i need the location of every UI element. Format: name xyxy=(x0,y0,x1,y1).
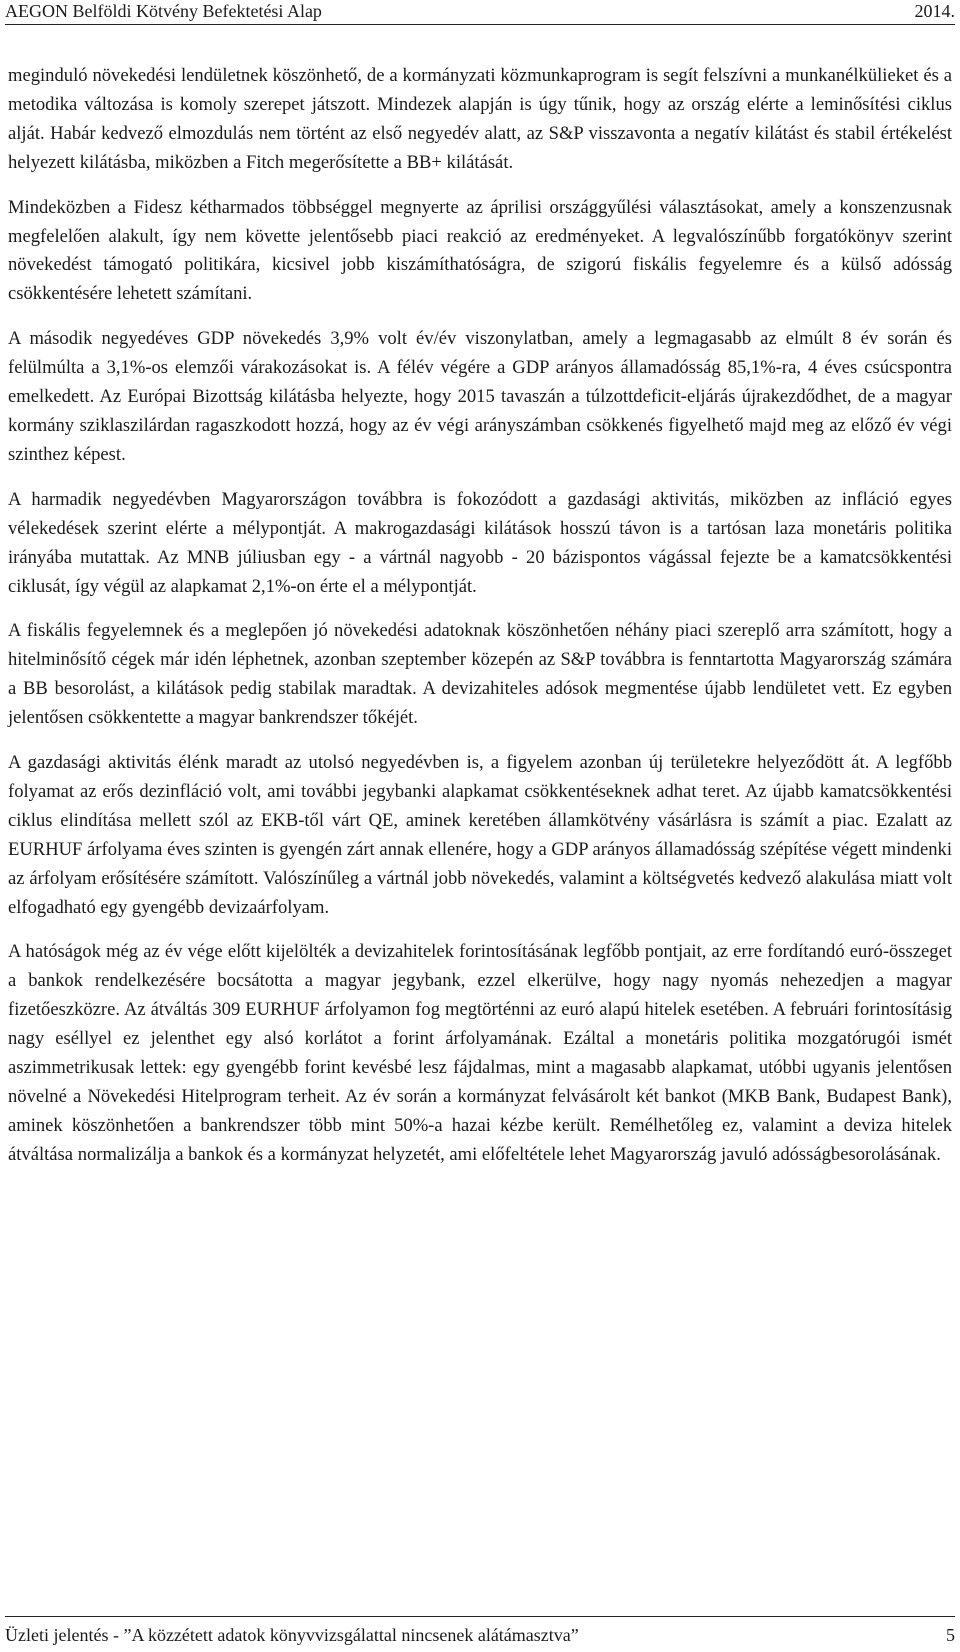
paragraph-5: A fiskális fegyelemnek és a meglepően jó növekedési adatoknak köszönhetően néhány piaci szereplő arra számított, hogy a hitelminősítő cégek már idén léphetnek, azonban szeptember közepén az S&P továbbra is fenntartotta Magyarország számára a BB besorolást, a kilátások pedig stabilak maradtak. A devizahiteles adósok megmentése újabb lendületet vett. Ez egyben jelentősen csökkentette a magyar bankrendszer tőkéjét. xyxy=(8,620,952,729)
document-title: AEGON Belföldi Kötvény Befektetési Alap xyxy=(5,1,322,21)
document-body xyxy=(8,62,952,1186)
paragraph-3: A második negyedéves GDP növekedés 3,9% volt év/év viszonylatban, amely a legmagasabb az elmúlt 8 év során és felülmúlta a 3,1%-os elemzői várakozásokat is. A félév végére a GDP arányos államadósság 85,1%-ra, 4 éves csúcspontra emelkedett. Az Európai Bizottság kilátásba helyezte, hogy 2015 tavaszán a túlzottdeficit-eljárás újrakezdődhet, de a magyar kormány sziklaszilárdan ragaszkodott hozzá, hogy az év végi arányszámban csökkenés figyelhető majd meg az előző év végi szinthez képest. xyxy=(8,328,952,465)
paragraph-1: meginduló növekedési lendületnek köszönhető, de a kormányzati közmunkaprogram is segít felszívni a munkanélkülieket és a metodika változása is komoly szerepet játszott. Mindezek alapján is úgy tűnik, hogy az ország elérte a leminősítési ciklus alját. Habár kedvező elmozdulás nem történt az első negyedév alatt, az S&P visszavonta a negatív kilátást és stabil értékelést helyezett kilátásba, miközben a Fitch megerősítette a BB+ kilátását. xyxy=(8,65,952,173)
paragraph-2: Mindeközben a Fidesz kétharmados többséggel megnyerte az áprilisi országgyűlési választásokat, amely a konszenzusnak megfelelően alakult, így nem követte jelentősebb piaci reakció az eredményeket. A legvalószínűbb forgatókönyv szerint növekedést támogató politikára, kicsivel jobb kiszámíthatóságra, de szigorú fiskális fegyelemre és a külső adósság csökkentésére lehetett számítani. xyxy=(8,196,952,305)
header-year: 2014. xyxy=(914,1,955,21)
page-header xyxy=(5,0,955,25)
page-footer xyxy=(5,1616,955,1643)
paragraph-6: A gazdasági aktivitás élénk maradt az utolsó negyedévben is, a figyelem azonban új területekre helyeződött át. A legfőbb folyamat az erős dezinfláció volt, ami további jegybanki alapkamat csökkentéseknek adhat teret. Az újabb kamatcsökkentési ciklus elindítása mellett szól az EKB-től várt QE, aminek keretében államkötvény vásárlásra is számít a piac. Ezalatt az EURHUF árfolyama éves szinten is gyengén zárt annak ellenére, hogy a GDP arányos államadósság szépítése végett mindenki az árfolyam erősítésére számított. Valószínűleg a vártnál jobb növekedés, valamint a költségvetés kedvező alakulása miatt volt elfogadható egy gyengébb devizaárfolyam. xyxy=(8,752,952,918)
paragraph-4: A harmadik negyedévben Magyarországon továbbra is fokozódott a gazdasági aktivitás, miközben az infláció egyes vélekedések szerint elérte a mélypontját. A makrogazdasági kilátások hosszú távon is a tartósan laza monetáris politika irányába mutattak. Az MNB júliusban egy - a vártnál nagyobb - 20 bázispontos vágással fejezte be a kamatcsökkentési ciklusát, így végül az alapkamat 2,1%-on érte el a mélypontját. xyxy=(8,488,952,597)
page-number: 5 xyxy=(946,1625,955,1645)
paragraph-7: A hatóságok még az év vége előtt kijelölték a devizahitelek forintosításának legfőbb pontjait, az erre fordítandó euró-összeget a bankok rendelkezésére bocsátotta a magyar jegybank, ezzel elkerülve, hogy nagy nyomás nehezedjen a magyar fizetőeszközre. Az átváltás 309 EURHUF árfolyamon fog megtörténni az euró alapú hitelek esetében. A februári forintosításig nagy eséllyel ez jelenthet egy alsó korlátot a forint árfolyamának. Ezáltal a monetáris politika mozgatórugói ismét aszimmetrikusak lettek: egy gyengébb forint kevésbé lesz fájdalmas, mint a magasabb alapkamat, utóbbi ugyanis jelentősen növelné a Növekedési Hitelprogram terheit. Az év során a kormányzat felvásárolt két bankot (MKB Bank, Budapest Bank), aminek köszönhetően a bankrendszer több mint 50%-a hazai kézbe került. Remélhetőleg ez, valamint a deviza hitelek átváltása normalizálja a bankok és a kormányzat helyzetét, ami előfeltétele lehet Magyarország javuló adósságbesorolásának. xyxy=(8,941,952,1165)
footer-disclaimer: Üzleti jelentés - ”A közzétett adatok könyvvizsgálattal nincsenek alátámasztva” xyxy=(5,1625,579,1645)
